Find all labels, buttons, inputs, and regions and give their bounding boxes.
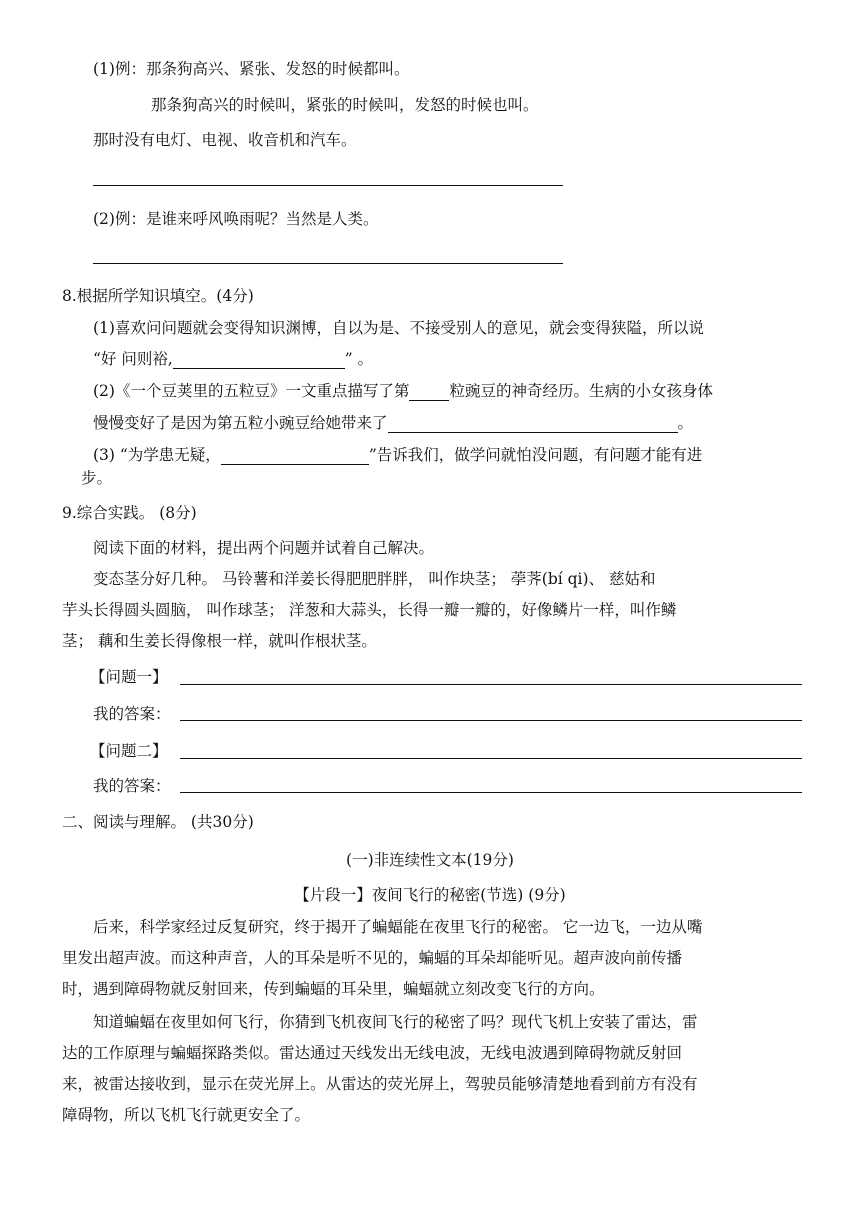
q9-heading: 9.综合实践。 (8分) bbox=[62, 504, 197, 522]
q8-item2-line2 bbox=[93, 413, 693, 433]
q8-item2-line1 bbox=[93, 381, 713, 401]
q8-item3-line2: 步。 bbox=[81, 469, 113, 487]
q8-item2-blank-answer[interactable] bbox=[388, 414, 678, 433]
q8-item3-line1 bbox=[93, 445, 702, 465]
q8-heading: 8.根据所学知识填空。(4分) bbox=[62, 287, 254, 305]
para1-line3: 时，遇到障碍物就反射回来，传到蝙蝠的耳朵里，蝙蝠就立刻改变飞行的方向。 bbox=[62, 980, 605, 998]
q7-item2-answer-line[interactable] bbox=[93, 263, 563, 264]
q7-item2-example: (2)例：是谁来呼风唤雨呢？当然是人类。 bbox=[93, 210, 379, 228]
q9-material-line2: 芋头长得圆头圆脑， 叫作球茎； 洋葱和大蒜头，长得一瓣一瓣的，好像鳞片一样，叫作鳞 bbox=[62, 601, 677, 619]
q7-item1-example-answer: 那条狗高兴的时候叫，紧张的时候叫，发怒的时候也叫。 bbox=[151, 96, 539, 114]
q7-item1-prompt: 那时没有电灯、电视、收音机和汽车。 bbox=[93, 131, 357, 149]
q9-material-line3: 茎； 藕和生姜长得像根一样，就叫作根状茎。 bbox=[62, 632, 377, 650]
para2-line3: 来，被雷达接收到，显示在荧光屏上。从雷达的荧光屏上，驾驶员能够清楚地看到前方有没有 bbox=[62, 1075, 698, 1093]
q8-item1-text-a: “好 问则裕, bbox=[93, 350, 173, 368]
q8-item3-text-b: ”告诉我们，做学问就怕没问题，有问题才能有进 bbox=[368, 446, 703, 464]
q8-item2-text-a: (2)《一个豆荚里的五粒豆》一文重点描写了第 bbox=[93, 382, 410, 400]
q8-item1-line2 bbox=[93, 349, 373, 369]
q8-item1-blank[interactable] bbox=[173, 350, 345, 369]
fragment-title: 【片段一】夜间飞行的秘密(节选) (9分) bbox=[294, 886, 566, 904]
q9-question2-label: 【问题二】 bbox=[90, 742, 168, 760]
para2-line2: 达的工作原理与蝙蝠探路类似。雷达通过天线发出无线电波，无线电波遇到障碍物就反射回 bbox=[62, 1044, 683, 1062]
section2-subheading: (一)非连续性文本(19分) bbox=[346, 851, 514, 869]
q8-item3-text-a: (3) “为学患无疑， bbox=[93, 446, 221, 464]
para2-line1: 知道蝙蝠在夜里如何飞行，你猜到飞机夜间飞行的秘密了吗？现代飞机上安装了雷达，雷 bbox=[93, 1013, 698, 1031]
q9-question2-line[interactable] bbox=[180, 758, 802, 759]
q9-answer2-label: 我的答案： bbox=[93, 777, 171, 795]
q9-question1-line[interactable] bbox=[180, 684, 802, 685]
q8-item2-text-d: 。 bbox=[677, 414, 694, 432]
q9-question1-label: 【问题一】 bbox=[90, 668, 168, 686]
q9-answer1-label: 我的答案： bbox=[93, 705, 171, 723]
q8-item3-blank[interactable] bbox=[221, 446, 369, 465]
q8-item2-text-c: 慢慢变好了是因为第五粒小豌豆给她带来了 bbox=[93, 414, 388, 432]
q9-answer2-line[interactable] bbox=[180, 792, 802, 793]
para1-line2: 里发出超声波。而这种声音，人的耳朵是听不见的，蝙蝠的耳朵却能听见。超声波向前传播 bbox=[62, 949, 683, 967]
q9-answer1-line[interactable] bbox=[180, 720, 802, 721]
para2-line4: 障碍物，所以飞机飞行就更安全了。 bbox=[62, 1106, 311, 1124]
q7-item1-answer-line[interactable] bbox=[93, 185, 563, 186]
q7-item1-example: (1)例：那条狗高兴、紧张、发怒的时候都叫。 bbox=[93, 60, 410, 78]
q8-item1-line1: (1)喜欢问问题就会变得知识渊博，自以为是、不接受别人的意见，就会变得狭隘，所以说 bbox=[93, 319, 704, 337]
q8-item2-blank-number[interactable] bbox=[409, 382, 449, 401]
q9-material-line1: 变态茎分好几种。 马铃薯和洋姜长得肥肥胖胖， 叫作块茎； 荸荠(bí qi)、 慈姑和 bbox=[93, 570, 656, 588]
section2-heading: 二、阅读与理解。 (共30分) bbox=[62, 813, 254, 831]
para1-line1: 后来，科学家经过反复研究，终于揭开了蝙蝠能在夜里飞行的秘密。 它一边飞，一边从嘴 bbox=[93, 918, 703, 936]
q8-item2-text-b: 粒豌豆的神奇经历。生病的小女孩身体 bbox=[449, 382, 713, 400]
q8-item1-text-b: ” 。 bbox=[344, 350, 374, 368]
q9-instruction: 阅读下面的材料，提出两个问题并试着自己解决。 bbox=[93, 539, 435, 557]
